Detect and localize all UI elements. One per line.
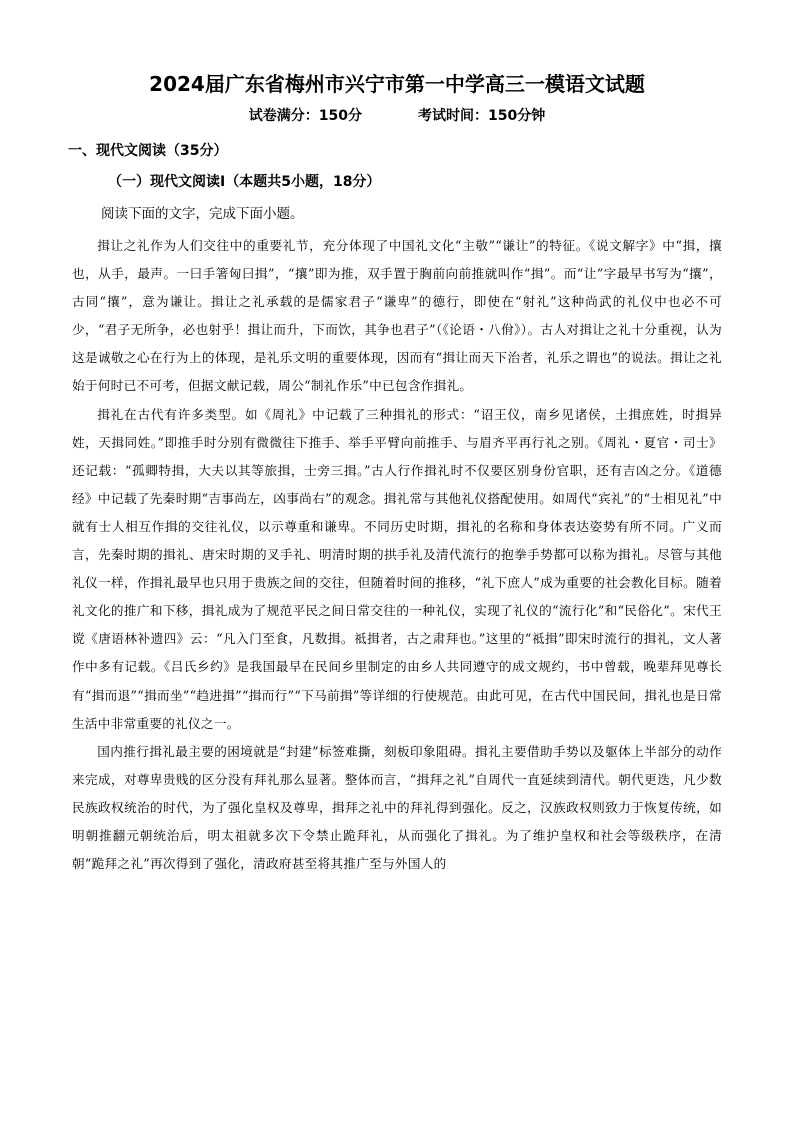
subsection-heading: （一）现代文阅读Ⅰ（本题共5小题，18分） — [108, 174, 381, 190]
document-title: 2024届广东省梅州市兴宁市第一中学高三一模语文试题 — [149, 72, 645, 96]
exam-meta — [0, 106, 794, 126]
passage-paragraph-3: 国内推行揖礼最主要的困境就是“封建”标签难撕，刻板印象阻碍。揖礼主要借助手势以及躯体上半部分的动作来完成，对尊卑贵贱的区分没有拜礼那么显著。整体而言，“揖拜之礼”自周代一直延续到清代。朝代更迭，凡少数民族政权统治的时代，为了强化皇权及尊卑，揖拜之礼中的拜礼得到强化。反之，汉族政权则致力于恢复传统，如明朝推翻元朝统治后，明太祖就多次下令禁止跪拜礼，从而强化了揖礼。为了维护皇权和社会等级秩序，在清朝“跪拜之礼”再次得到了强化，清政府甚至将其推广至与外国人的 — [72, 743, 722, 872]
reading-passage — [72, 232, 722, 878]
exam-time-text: 考试时间：150分钟 — [418, 108, 546, 124]
full-score-text: 试卷满分：150分 — [248, 108, 362, 124]
passage-paragraph-1: 揖让之礼作为人们交往中的重要礼节，充分体现了中国礼文化“主敬”“谦让”的特征。《说文解字》中“揖，攘也，从手，最声。一曰手箸匈曰揖”，“攘”即为推，双手置于胸前向前推就叫作“揖”。而“让”字最早书写为“攘”，古同“攘”，意为谦让。揖让之礼承载的是儒家君子“谦卑”的德行，即使在“射礼”这种尚武的礼仪中也必不可少，“君子无所争，必也射乎！揖让而升，下而饮，其争也君子”（《论语・八佾》）。古人对揖让之礼十分重视，认为这是诚敬之心在行为上的体现，是礼乐文明的重要体现，因而有“揖让而天下治者，礼乐之谓也”的说法。揖让之礼始于何时已不可考，但据文献记载，周公“制礼作乐”中已包含作揖礼。 — [72, 238, 722, 394]
passage-paragraph-2: 揖礼在古代有许多类型。如《周礼》中记载了三种揖礼的形式：“诏王仪，南乡见诸侯，土揖庶姓，时揖异姓，天揖同姓。”即推手时分别有微微往下推手、举手平臂向前推手、与眉齐平再行礼之别。《周礼・夏官・司士》还记载：“孤卿特揖，大夫以其等旅揖，士旁三揖。”古人行作揖礼时不仅要区别身份官职，还有吉凶之分。《道德经》中记载了先秦时期“吉事尚左，凶事尚右”的观念。揖礼常与其他礼仪搭配使用。如周代“宾礼”的“士相见礼”中就有士人相互作揖的交往礼仪，以示尊重和谦卑。不同历史时期，揖礼的名称和身体表达姿势有所不同。广义而言，先秦时期的揖礼、唐宋时期的叉手礼、明清时期的拱手礼及清代流行的抱拳手势都可以称为揖礼。尽管与其他礼仪一样，作揖礼最早也只用于贵族之间的交往，但随着时间的推移，“礼下庶人”成为重要的社会教化目标。随着礼文化的推广和下移，揖礼成为了规范平民之间日常交往的一种礼仪，实现了礼仪的“流行化”和“民俗化”。宋代王谠《唐语林补遗四》云：“凡入门至食，凡数揖。祗揖者，古之肃拜也。”这里的“祗揖”即宋时流行的揖礼，文人著作中多有记载。《吕氏乡约》是我国最早在民间乡里制定的由乡人共同遵守的成文规约，书中曾载，晚辈拜见尊长有“揖而退”“揖而坐”“趋进揖”“揖而行”“下马前揖”等详细的行使规范。由此可见，在古代中国民间，揖礼也是日常生活中非常重要的礼仪之一。 — [72, 406, 722, 731]
section-heading: 一、现代文阅读（35分） — [68, 143, 228, 159]
reading-instruction: 阅读下面的文字，完成下面小题。 — [101, 206, 304, 222]
